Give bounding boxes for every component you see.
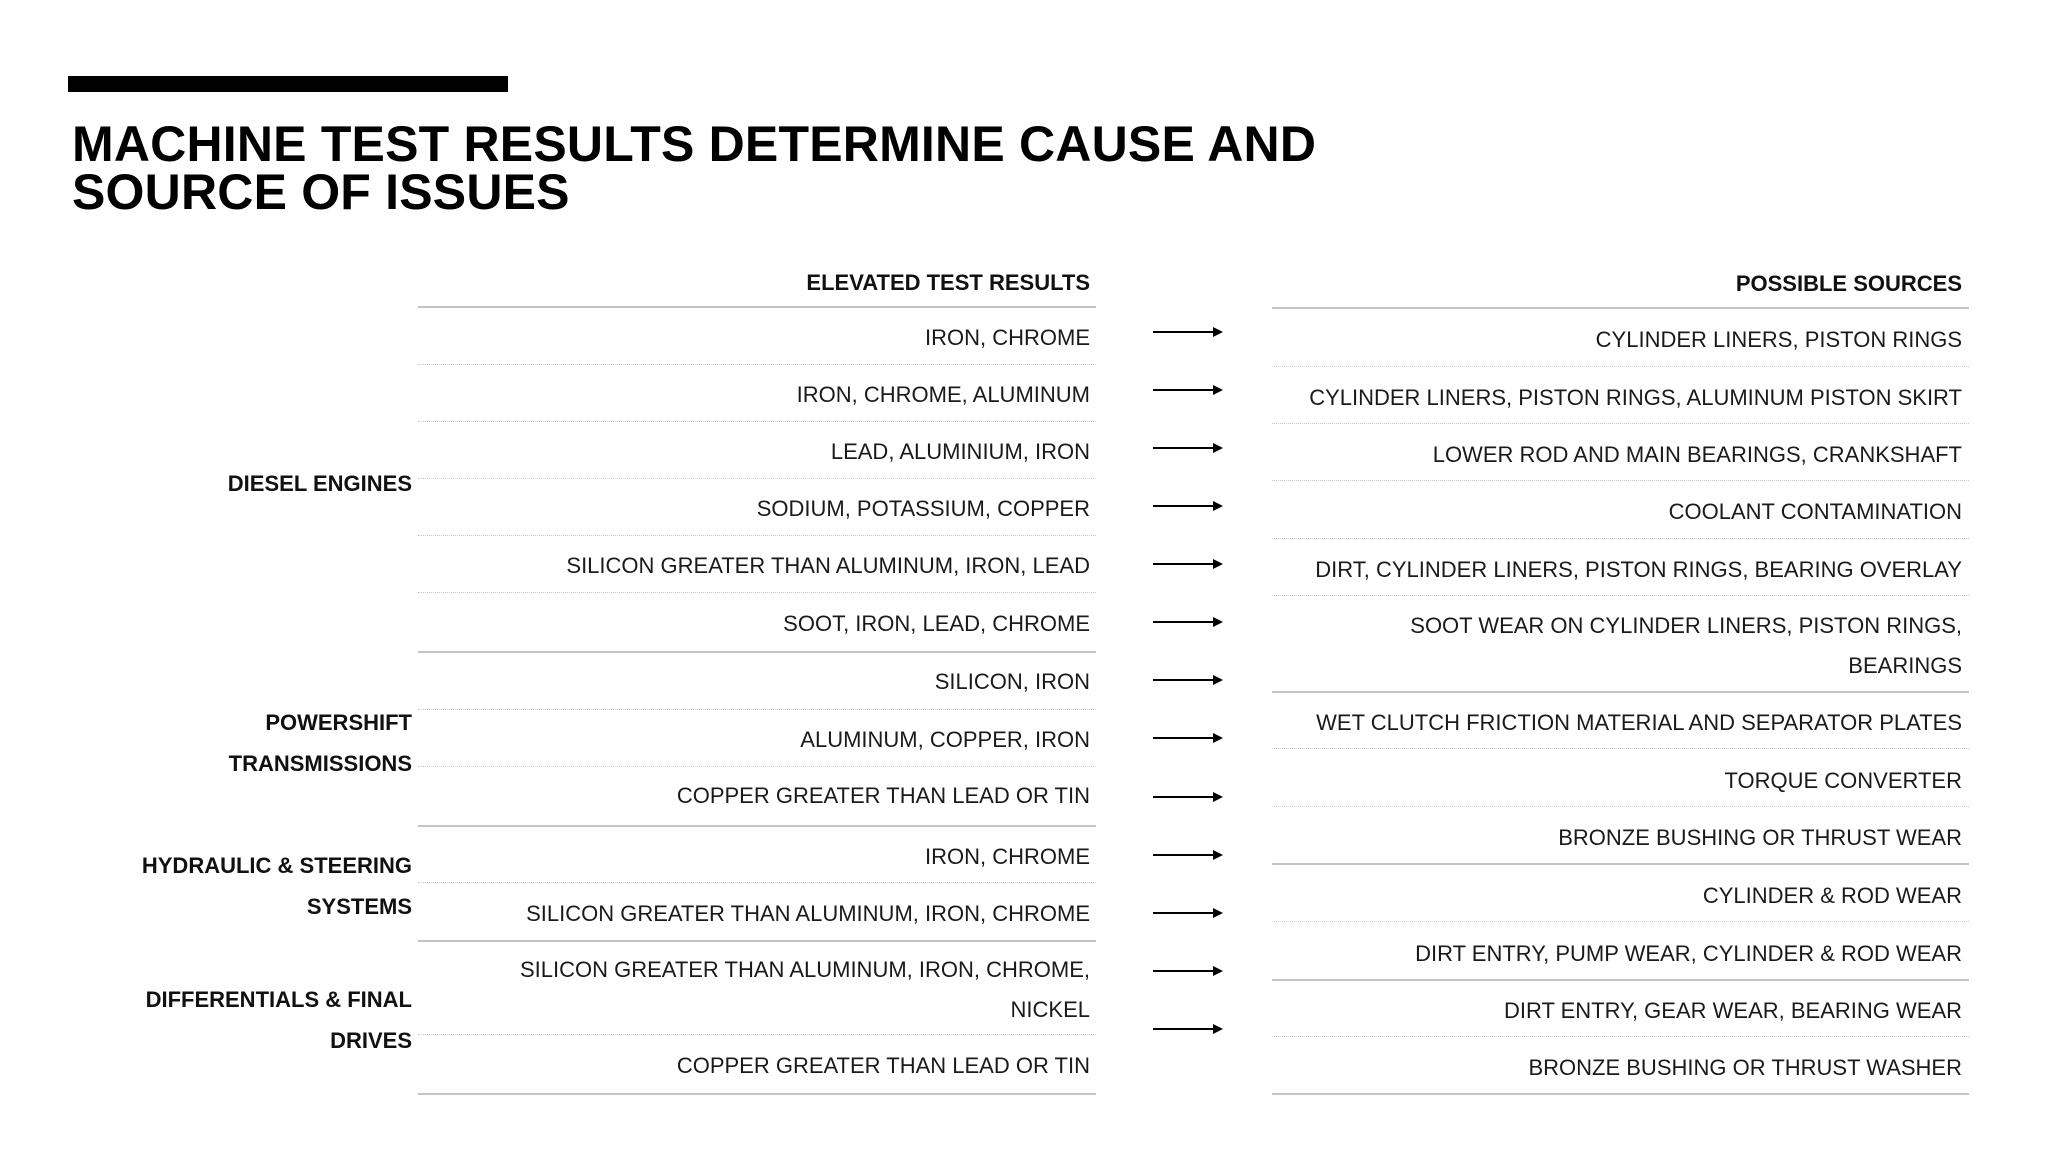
category-differentials-final-drives: DIFFERENTIALS & FINAL DRIVES [145,987,412,1053]
source-cell: LOWER ROD AND MAIN BEARINGS, CRANKSHAFT [1432,442,1962,467]
sources-row-divider [1272,1036,1969,1037]
source-cell: DIRT, CYLINDER LINERS, PISTON RINGS, BEARING OVERLAY [1315,557,1962,582]
results-group-divider [418,825,1096,827]
results-row-divider [418,1034,1096,1035]
source-cell: DIRT ENTRY, GEAR WEAR, BEARING WEAR [1503,998,1962,1023]
sources-row-divider [1272,423,1969,424]
arrow-right-icon [1153,385,1223,395]
arrow-right-icon [1153,443,1223,453]
results-header-divider [418,306,1096,308]
source-cell: CYLINDER LINERS, PISTON RINGS, ALUMINUM PISTON SKIRT [1309,385,1962,410]
result-cell-text: SILICON GREATER THAN ALUMINUM, IRON, CHROME, NICKEL [519,957,1090,1022]
sources-row-divider [1272,595,1969,596]
page-title: MACHINE TEST RESULTS DETERMINE CAUSE AND SOURCE OF ISSUES [72,116,1317,220]
arrow-right-icon [1153,327,1223,337]
header-elevated-test-results: ELEVATED TEST RESULTS [806,270,1090,295]
results-row-divider [418,592,1096,593]
result-cell: IRON, CHROME [925,844,1090,869]
arrow-right-icon [1153,559,1223,569]
sources-row-divider [1272,480,1969,481]
result-cell: COPPER GREATER THAN LEAD OR TIN [676,1053,1090,1078]
arrow-right-icon [1153,733,1223,743]
sources-header-divider [1272,307,1969,309]
results-group-divider [418,940,1096,942]
source-cell: BRONZE BUSHING OR THRUST WEAR [1558,825,1962,850]
result-cell: SILICON GREATER THAN ALUMINUM, IRON, CHROME [526,901,1090,926]
sources-row-divider [1272,366,1969,367]
result-cell-multiline [418,950,1090,1030]
category-diesel-engines: DIESEL ENGINES [227,471,412,496]
source-cell: TORQUE CONVERTER [1724,768,1962,793]
title-accent-bar [68,76,508,92]
source-cell: COOLANT CONTAMINATION [1668,499,1962,524]
results-row-divider [418,364,1096,365]
arrow-right-icon [1153,1024,1223,1034]
result-cell: ALUMINUM, COPPER, IRON [800,727,1090,752]
sources-row-divider [1272,921,1969,922]
arrow-right-icon [1153,675,1223,685]
result-cell: IRON, CHROME, ALUMINUM [796,382,1090,407]
result-cell: COPPER GREATER THAN LEAD OR TIN [676,783,1090,808]
sources-row-divider [1272,748,1969,749]
results-group-divider [418,651,1096,653]
category-hydraulic-steering-systems: HYDRAULIC & STEERING SYSTEMS [141,853,412,919]
arrow-right-icon [1153,908,1223,918]
source-cell: BRONZE BUSHING OR THRUST WASHER [1528,1055,1962,1080]
result-cell: SOOT, IRON, LEAD, CHROME [783,611,1090,636]
result-cell: SODIUM, POTASSIUM, COPPER [756,496,1090,521]
sources-group-divider [1272,691,1969,693]
source-cell: WET CLUTCH FRICTION MATERIAL AND SEPARATOR PLATES [1316,710,1962,735]
result-cell: LEAD, ALUMINIUM, IRON [830,439,1090,464]
result-cell: SILICON GREATER THAN ALUMINUM, IRON, LEAD [566,553,1090,578]
results-bottom-rule [418,1093,1096,1095]
sources-group-divider [1272,863,1969,865]
source-cell: DIRT ENTRY, PUMP WEAR, CYLINDER & ROD WEAR [1415,941,1962,966]
results-row-divider [418,421,1096,422]
result-cell: IRON, CHROME [925,325,1090,350]
arrow-right-icon [1153,850,1223,860]
header-possible-sources: POSSIBLE SOURCES [1735,271,1962,296]
arrow-right-icon [1153,501,1223,511]
results-row-divider [418,709,1096,710]
results-row-divider [418,535,1096,536]
results-row-divider [418,882,1096,883]
sources-bottom-rule [1272,1093,1969,1095]
arrow-right-icon [1153,966,1223,976]
arrow-right-icon [1153,617,1223,627]
sources-group-divider [1272,979,1969,981]
sources-row-divider [1272,806,1969,807]
arrow-right-icon [1153,792,1223,802]
source-cell-multiline [1272,606,1962,686]
source-cell: CYLINDER & ROD WEAR [1702,883,1962,908]
category-powershift-transmissions: POWERSHIFT TRANSMISSIONS [228,710,412,776]
sources-row-divider [1272,538,1969,539]
result-cell: SILICON, IRON [934,669,1090,694]
results-row-divider [418,478,1096,479]
source-cell: CYLINDER LINERS, PISTON RINGS [1595,327,1962,352]
results-row-divider [418,766,1096,767]
source-cell-text: SOOT WEAR ON CYLINDER LINERS, PISTON RINGS, BEARINGS [1410,613,1962,678]
